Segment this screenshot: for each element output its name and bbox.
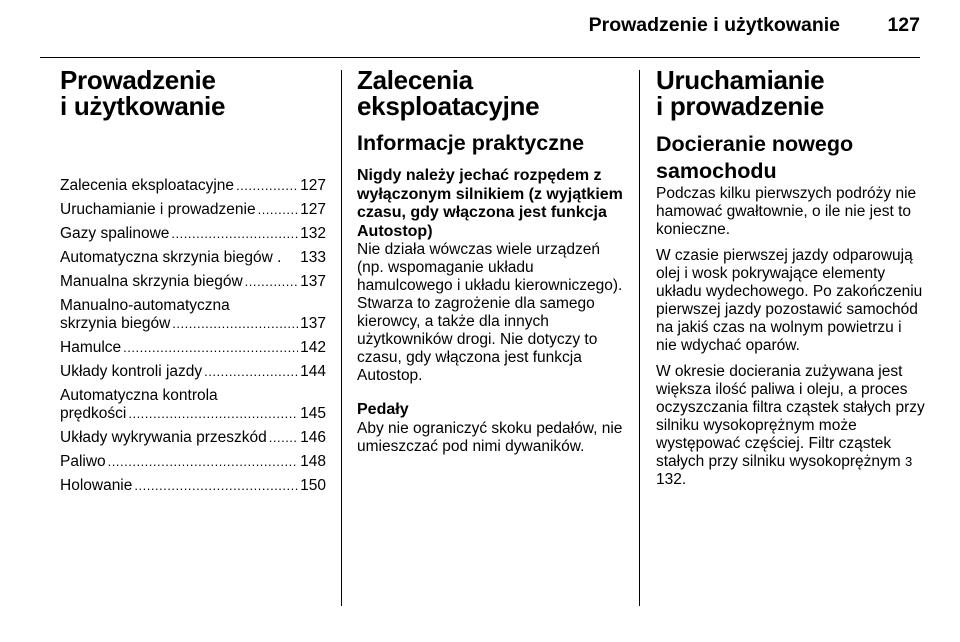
toc-entry[interactable]: Uruchamianie i prowadzenie ..... 127	[60, 201, 326, 219]
header-rule	[40, 57, 920, 58]
toc-entry[interactable]: Automatyczna kontrola prędkości ..... 145	[60, 387, 326, 423]
subsection-heading: Docieranie nowego samochodu	[656, 132, 854, 183]
paragraph: W okresie docierania zużywana jest większa ilość paliwa i oleju, a proces oczyszczania filtra cząstek stałych przy silniku wysokoprężnym może występować częściej. Filtr cząstek stałych przy silniku wysokoprężnym 3 132.	[656, 363, 925, 488]
toc-column	[60, 67, 326, 501]
subheading: Nigdy należy jechać rozpędem z wyłączonym silnikiem (z wyjątkiem czasu, gdy włączona jest funkcja Autostop)	[357, 167, 623, 240]
paragraph: Aby nie ograniczyć skoku pedałów, nie umieszczać pod nimi dywaników.	[357, 419, 623, 455]
toc-entry[interactable]: Hamulce ..... 142	[60, 339, 326, 357]
toc-entry[interactable]: Automatyczna skrzynia biegów . 133	[60, 249, 326, 266]
column-divider-2	[639, 70, 640, 606]
paragraph: Nie działa wówczas wiele urządzeń (np. wspomaganie układu hamulcowego i układu kierowniczego). Stwarza to zagrożenie dla samego kierowcy, a także dla innych użytkowników drogi. Nie dotyczy to czasu, gdy włączona jest funkcja Autostop.	[357, 241, 623, 384]
header-title: Prowadzenie i użytkowanie	[588, 14, 841, 36]
section-title: Zalecenia eksploatacyjne	[357, 65, 540, 121]
page-reference[interactable]: 132.	[656, 471, 687, 488]
subsection-heading: Informacje praktyczne	[357, 131, 585, 155]
toc-entry[interactable]: Manualno-automatyczna skrzynia biegów ..... 137	[60, 297, 326, 333]
page-number: 127	[887, 14, 920, 36]
toc-entry[interactable]: Układy wykrywania przeszkód ..... 146	[60, 429, 326, 447]
chapter-title: Prowadzenie i użytkowanie	[60, 65, 226, 121]
starting-driving-column	[656, 67, 926, 497]
paragraph: W czasie pierwszej jazdy odparowują olej i wosk pokrywające elementy układu wydechowego. Po zakończeniu pierwszej jazdy pozostawić samochód na jakiś czas na wolnym powietrzu i nie wdychać oparów.	[656, 247, 923, 354]
toc-entry[interactable]: Układy kontroli jazdy ..... 144	[60, 363, 326, 381]
subheading: Pedały	[357, 401, 409, 418]
table-of-contents	[60, 177, 326, 495]
toc-entry[interactable]: Holowanie ..... 150	[60, 477, 326, 495]
operation-tips-column	[357, 67, 627, 464]
section-title: Uruchamianie i prowadzenie	[656, 65, 825, 121]
toc-entry[interactable]: Zalecenia eksploatacyjne ..... 127	[60, 177, 326, 195]
running-header	[589, 14, 920, 37]
toc-entry[interactable]: Gazy spalinowe ..... 132	[60, 225, 326, 243]
paragraph: Podczas kilku pierwszych podróży nie hamować gwałtownie, o ile nie jest to konieczne.	[656, 185, 917, 238]
toc-entry[interactable]: Paliwo ..... 148	[60, 453, 326, 471]
toc-entry[interactable]: Manualna skrzynia biegów ..... 137	[60, 273, 326, 291]
page-reference-arrow-icon: 3	[904, 454, 913, 469]
column-divider-1	[341, 70, 342, 606]
